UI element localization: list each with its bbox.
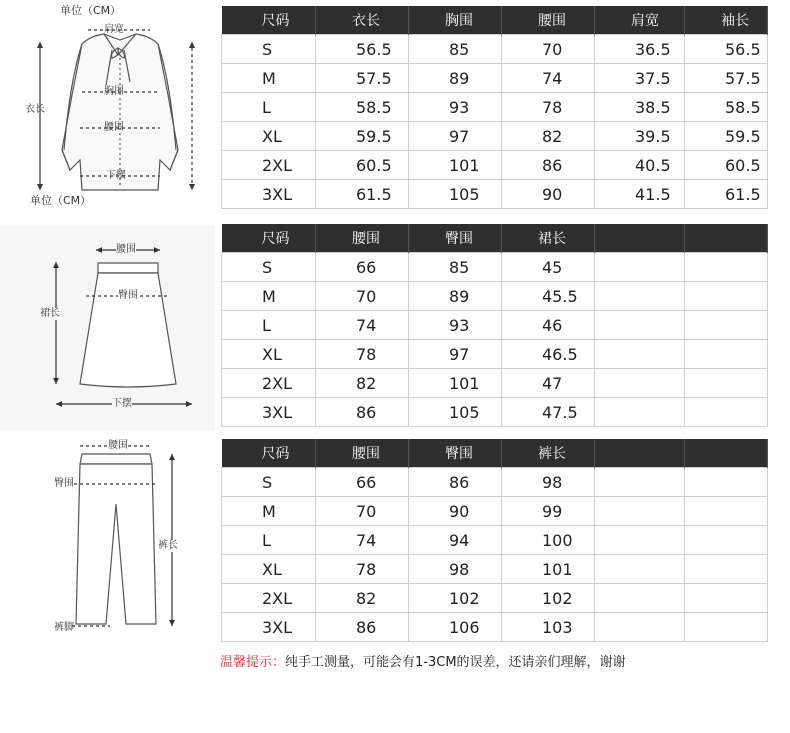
measure-cell: [316, 398, 409, 427]
cell-text: 46.5: [542, 344, 578, 364]
measure-cell: [502, 35, 595, 64]
measure-cell: [502, 526, 595, 555]
cell-text: 86: [449, 472, 470, 492]
size-cell: [222, 151, 316, 180]
measure-cell: [595, 584, 685, 613]
table-row: [222, 64, 768, 93]
size-cell: [222, 555, 316, 584]
measure-cell: [409, 151, 502, 180]
pants-cuff-label: 裤脚: [54, 622, 74, 633]
measure-cell: [595, 35, 685, 64]
table-row: [222, 340, 768, 369]
cell-text: 105: [449, 402, 480, 422]
cell-text: 97: [449, 126, 470, 146]
cell-text: 66: [356, 472, 377, 492]
cell-text: 99: [542, 501, 563, 521]
cell-text: 36.5: [635, 39, 671, 59]
table-row: [222, 468, 768, 497]
measure-cell: [316, 253, 409, 282]
header-cell: [409, 439, 502, 468]
unit-label-top: 单位（CM）: [60, 4, 122, 17]
table-header-row: [222, 6, 768, 35]
size-table-tops: [221, 6, 768, 209]
pants-drawing: [0, 434, 215, 646]
cell-text: 82: [542, 126, 563, 146]
table-row: [222, 613, 768, 642]
header-cell: [685, 224, 768, 253]
measure-cell: [316, 555, 409, 584]
measure-cell: [595, 282, 685, 311]
cell-text: 2XL: [262, 373, 293, 393]
cell-text: 45.5: [542, 286, 578, 306]
header-cell: [222, 439, 316, 468]
skirt-length-label: 裙长: [40, 308, 60, 319]
measure-cell: [595, 151, 685, 180]
pants-length-label: 裤长: [158, 540, 178, 551]
tip-text: 纯手工测量，可能会有1-3CM的误差，还请亲们理解，谢谢: [285, 655, 626, 670]
cell-text: 90: [449, 501, 470, 521]
measure-cell: [502, 555, 595, 584]
measure-cell: [316, 93, 409, 122]
cell-text: 78: [356, 344, 377, 364]
cell-text: 60.5: [356, 155, 392, 175]
cell-text: 38.5: [635, 97, 671, 117]
cell-text: 56.5: [356, 39, 392, 59]
measure-cell: [316, 369, 409, 398]
header-cell: [595, 6, 685, 35]
header-text: 袖长: [721, 13, 749, 29]
cell-text: 59.5: [356, 126, 392, 146]
size-cell: [222, 584, 316, 613]
measure-cell: [595, 468, 685, 497]
measure-cell: [316, 526, 409, 555]
measure-cell: [595, 180, 685, 209]
cell-text: 82: [356, 588, 377, 608]
measure-cell: [595, 93, 685, 122]
header-text: 裙长: [538, 231, 566, 247]
header-cell: [222, 6, 316, 35]
measurement-tip: [220, 651, 626, 670]
skirt-diagram: [0, 226, 215, 430]
table-row: [222, 497, 768, 526]
table-row: [222, 584, 768, 613]
cell-text: 98: [449, 559, 470, 579]
measure-cell: [502, 497, 595, 526]
table-row: [222, 35, 768, 64]
size-cell: [222, 253, 316, 282]
table-header-row: [222, 224, 768, 253]
cell-text: 61.5: [356, 184, 392, 204]
table-row: [222, 369, 768, 398]
header-cell: [502, 439, 595, 468]
measure-cell: [316, 180, 409, 209]
cell-text: 37.5: [635, 68, 671, 88]
cell-text: 78: [542, 97, 563, 117]
measure-cell: [595, 253, 685, 282]
measure-cell: [685, 526, 768, 555]
size-cell: [222, 35, 316, 64]
header-text: 肩宽: [631, 13, 659, 29]
size-cell: [222, 369, 316, 398]
measure-cell: [409, 282, 502, 311]
header-text: 胸围: [445, 13, 473, 29]
header-cell: [316, 6, 409, 35]
measure-cell: [409, 311, 502, 340]
cell-text: 3XL: [262, 402, 293, 422]
measure-cell: [409, 398, 502, 427]
header-text: 腰围: [538, 13, 566, 29]
cell-text: 70: [542, 39, 563, 59]
measure-cell: [685, 468, 768, 497]
measure-cell: [409, 64, 502, 93]
cell-text: 106: [449, 617, 480, 637]
measure-cell: [316, 613, 409, 642]
cell-text: 40.5: [635, 155, 671, 175]
table-row: [222, 311, 768, 340]
measure-cell: [595, 613, 685, 642]
measure-cell: [502, 151, 595, 180]
cell-text: L: [262, 530, 271, 550]
cell-text: 59.5: [725, 126, 761, 146]
cell-text: 78: [356, 559, 377, 579]
measure-cell: [595, 497, 685, 526]
cell-text: 47: [542, 373, 563, 393]
cell-text: 74: [542, 68, 563, 88]
measure-cell: [595, 122, 685, 151]
measure-cell: [502, 398, 595, 427]
shirt-diagram: [0, 0, 215, 210]
cell-text: 86: [356, 617, 377, 637]
cell-text: S: [262, 472, 273, 492]
header-text: 尺码: [261, 13, 290, 29]
measure-cell: [502, 311, 595, 340]
measure-cell: [409, 497, 502, 526]
cell-text: 105: [449, 184, 480, 204]
cell-text: 102: [449, 588, 480, 608]
measure-cell: [595, 340, 685, 369]
cell-text: 101: [542, 559, 573, 579]
cell-text: XL: [262, 559, 282, 579]
header-cell: [409, 6, 502, 35]
measure-cell: [685, 93, 768, 122]
measure-cell: [595, 398, 685, 427]
measure-cell: [409, 555, 502, 584]
header-text: 臀围: [445, 231, 473, 247]
measure-cell: [409, 35, 502, 64]
cell-text: 101: [449, 373, 480, 393]
length-label: 衣长: [25, 104, 45, 115]
header-cell: [595, 224, 685, 253]
measure-cell: [502, 253, 595, 282]
table-header-row: [222, 439, 768, 468]
measure-cell: [685, 122, 768, 151]
unit-label-bottom: 单位（CM）: [30, 194, 92, 207]
table-row: [222, 180, 768, 209]
header-cell: [316, 439, 409, 468]
cell-text: M: [262, 68, 276, 88]
size-cell: [222, 93, 316, 122]
cell-text: 70: [356, 501, 377, 521]
pants-diagram: [0, 434, 215, 646]
header-cell: [685, 6, 768, 35]
measure-cell: [685, 311, 768, 340]
size-cell: [222, 180, 316, 209]
table-row: [222, 253, 768, 282]
cell-text: 90: [542, 184, 563, 204]
cell-text: 89: [449, 68, 470, 88]
measure-cell: [316, 497, 409, 526]
header-text: 尺码: [261, 231, 290, 247]
chest-label: 胸围: [104, 86, 124, 97]
size-cell: [222, 468, 316, 497]
cell-text: 46: [542, 315, 563, 335]
measure-cell: [685, 340, 768, 369]
cell-text: 66: [356, 257, 377, 277]
header-cell: [502, 6, 595, 35]
cell-text: 82: [356, 373, 377, 393]
measure-cell: [595, 369, 685, 398]
measure-cell: [685, 151, 768, 180]
cell-text: M: [262, 501, 276, 521]
skirt-hem-label: 下摆: [112, 398, 132, 409]
cell-text: 2XL: [262, 155, 293, 175]
measure-cell: [316, 584, 409, 613]
measure-cell: [316, 311, 409, 340]
hem-label: 下摆: [106, 170, 126, 181]
measure-cell: [409, 180, 502, 209]
cell-text: 58.5: [356, 97, 392, 117]
measure-cell: [502, 180, 595, 209]
measure-cell: [502, 369, 595, 398]
measure-cell: [502, 613, 595, 642]
skirt-hip-label: 臀围: [118, 290, 138, 301]
measure-cell: [409, 468, 502, 497]
cell-text: 47.5: [542, 402, 578, 422]
measure-cell: [685, 398, 768, 427]
cell-text: 45: [542, 257, 563, 277]
measure-cell: [409, 526, 502, 555]
cell-text: L: [262, 315, 271, 335]
cell-text: 100: [542, 530, 573, 550]
measure-cell: [316, 122, 409, 151]
measure-cell: [316, 282, 409, 311]
cell-text: 93: [449, 97, 470, 117]
measure-cell: [409, 122, 502, 151]
cell-text: 94: [449, 530, 470, 550]
cell-text: 60.5: [725, 155, 761, 175]
cell-text: 74: [356, 315, 377, 335]
measure-cell: [502, 64, 595, 93]
size-cell: [222, 526, 316, 555]
cell-text: 74: [356, 530, 377, 550]
cell-text: 70: [356, 286, 377, 306]
header-cell: [502, 224, 595, 253]
measure-cell: [502, 282, 595, 311]
skirt-waist-label: 腰围: [116, 244, 136, 255]
cell-text: S: [262, 39, 273, 59]
table-row: [222, 555, 768, 584]
header-text: 腰围: [352, 231, 380, 247]
header-text: 臀围: [445, 446, 473, 462]
table-row: [222, 282, 768, 311]
pants-hip-label: 臀围: [54, 478, 74, 489]
measure-cell: [595, 526, 685, 555]
measure-cell: [316, 340, 409, 369]
size-cell: [222, 340, 316, 369]
cell-text: 57.5: [356, 68, 392, 88]
waist-label: 腰围: [104, 122, 124, 133]
measure-cell: [502, 340, 595, 369]
cell-text: 56.5: [725, 39, 761, 59]
cell-text: 89: [449, 286, 470, 306]
cell-text: 2XL: [262, 588, 293, 608]
measure-cell: [502, 468, 595, 497]
measure-cell: [685, 253, 768, 282]
cell-text: M: [262, 286, 276, 306]
header-text: 衣长: [352, 13, 380, 29]
cell-text: 93: [449, 315, 470, 335]
measure-cell: [595, 555, 685, 584]
cell-text: 41.5: [635, 184, 671, 204]
cell-text: 61.5: [725, 184, 761, 204]
cell-text: S: [262, 257, 273, 277]
cell-text: 97: [449, 344, 470, 364]
header-cell: [409, 224, 502, 253]
cell-text: 86: [542, 155, 563, 175]
cell-text: 101: [449, 155, 480, 175]
table-row: [222, 93, 768, 122]
header-text: 尺码: [261, 446, 290, 462]
size-cell: [222, 398, 316, 427]
header-text: 腰围: [352, 446, 380, 462]
measure-cell: [409, 93, 502, 122]
header-cell: [222, 224, 316, 253]
measure-cell: [316, 151, 409, 180]
measure-cell: [409, 340, 502, 369]
measure-cell: [316, 64, 409, 93]
measure-cell: [685, 555, 768, 584]
size-cell: [222, 282, 316, 311]
cell-text: 3XL: [262, 184, 293, 204]
measure-cell: [502, 584, 595, 613]
measure-cell: [502, 122, 595, 151]
skirt-drawing: [0, 226, 215, 430]
size-table-skirts: [221, 224, 768, 427]
measure-cell: [685, 35, 768, 64]
header-cell: [316, 224, 409, 253]
measure-cell: [685, 282, 768, 311]
cell-text: 39.5: [635, 126, 671, 146]
measure-cell: [685, 369, 768, 398]
size-cell: [222, 311, 316, 340]
cell-text: 58.5: [725, 97, 761, 117]
size-cell: [222, 613, 316, 642]
measure-cell: [409, 613, 502, 642]
cell-text: XL: [262, 126, 282, 146]
cell-text: 3XL: [262, 617, 293, 637]
measure-cell: [685, 180, 768, 209]
size-cell: [222, 497, 316, 526]
measure-cell: [685, 64, 768, 93]
measure-cell: [685, 584, 768, 613]
cell-text: 86: [356, 402, 377, 422]
cell-text: 57.5: [725, 68, 761, 88]
header-cell: [685, 439, 768, 468]
measure-cell: [316, 35, 409, 64]
table-row: [222, 526, 768, 555]
cell-text: 103: [542, 617, 573, 637]
measure-cell: [685, 613, 768, 642]
table-row: [222, 398, 768, 427]
cell-text: 102: [542, 588, 573, 608]
size-table-pants: [221, 439, 768, 642]
size-cell: [222, 64, 316, 93]
table-row: [222, 151, 768, 180]
measure-cell: [316, 468, 409, 497]
pants-waist-label: 腰围: [108, 440, 128, 451]
measure-cell: [502, 93, 595, 122]
header-text: 裤长: [538, 446, 566, 462]
table-row: [222, 122, 768, 151]
measure-cell: [409, 369, 502, 398]
cell-text: 98: [542, 472, 563, 492]
measure-cell: [685, 497, 768, 526]
cell-text: L: [262, 97, 271, 117]
cell-text: 85: [449, 39, 470, 59]
header-cell: [595, 439, 685, 468]
cell-text: XL: [262, 344, 282, 364]
tip-label: 温馨提示：: [220, 655, 286, 670]
size-cell: [222, 122, 316, 151]
measure-cell: [409, 584, 502, 613]
measure-cell: [595, 64, 685, 93]
measure-cell: [409, 253, 502, 282]
cell-text: 85: [449, 257, 470, 277]
measure-cell: [595, 311, 685, 340]
shoulder-label: 肩宽: [104, 24, 124, 35]
